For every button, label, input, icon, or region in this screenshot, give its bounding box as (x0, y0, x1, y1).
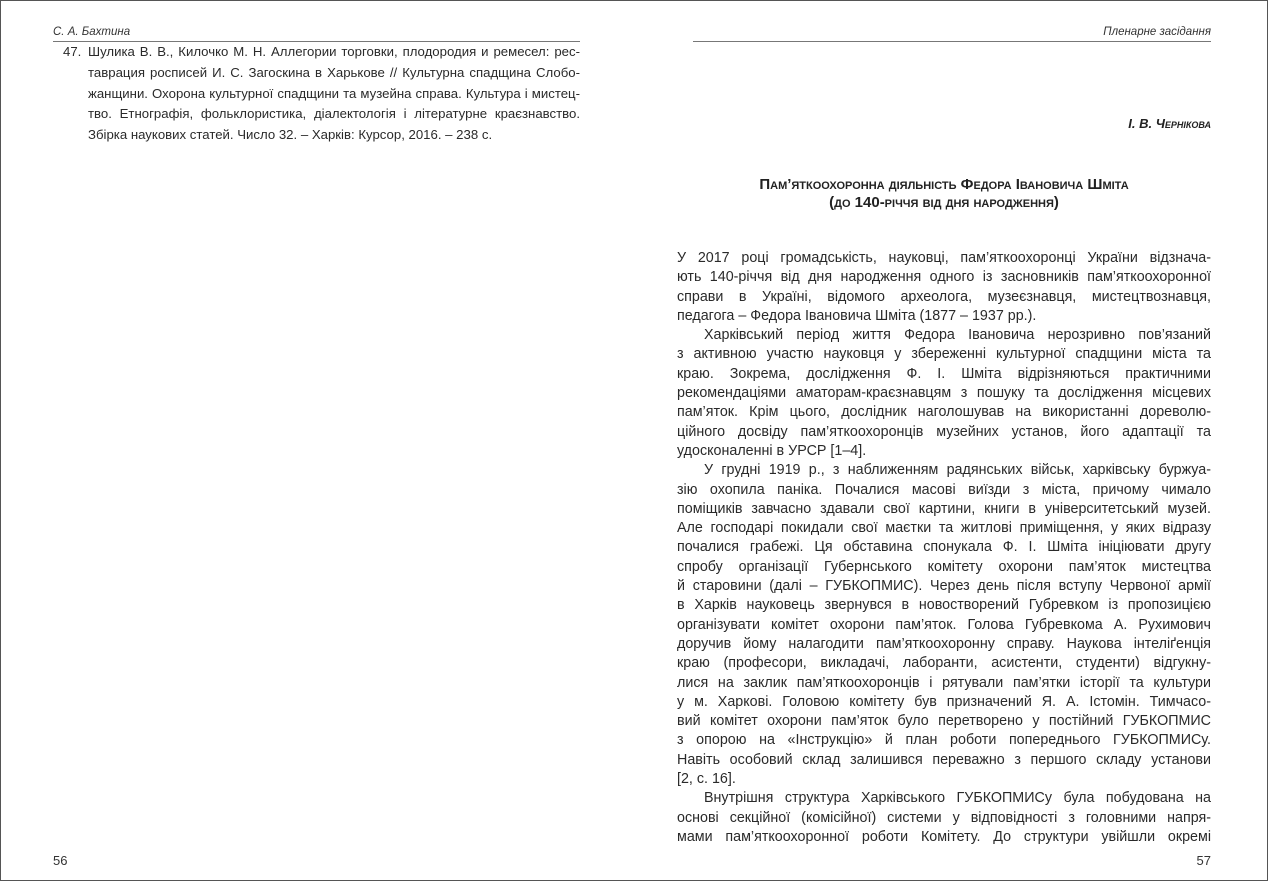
paragraph (677, 789, 1211, 847)
paragraph-line: основі секційної (комісійної) системи у відповідності з головними напря- (677, 809, 1211, 826)
paragraph-line: ційного досвіду пам’яткоохоронців музейних установ, його адаптації та (677, 423, 1211, 440)
left-page-number: 56 (53, 853, 68, 868)
paragraph-line: пам’яток. Крім цього, дослідник наголошував на використанні дореволю- (677, 404, 1211, 421)
reference-number: 47. (63, 44, 82, 59)
paragraph-line: Навіть особовий склад залишився переважно з першого складу установи (677, 751, 1211, 768)
paragraph-line: ють 140-річчя від дня народження одного із засновників пам’яткоохоронної (677, 269, 1211, 286)
left-running-head: С. А. Бахтина (53, 26, 131, 38)
paragraph-line: лися на заклик пам’яткоохоронців і рятували пам’ятки історії та культури (677, 674, 1211, 691)
right-running-head: Пленарне засідання (1103, 26, 1211, 38)
paragraph-line: поміщиків завчасно здавали свої картини, книги в університетський музей. (677, 500, 1211, 517)
paragraph-line: Внутрішня структура Харківського ГУБКОПМИСу була побудована на (704, 790, 1211, 807)
paragraph-line: У 2017 році громадськість, науковці, пам’яткоохоронці України відзнача- (677, 250, 1211, 266)
article-title (677, 176, 1211, 212)
paragraph-line: краю. Зокрема, дослідження Ф. І. Шміта відрізняються практичними (677, 365, 1211, 382)
article-body (677, 249, 1211, 847)
paragraph-line: й старовини (далі – ГУБКОПМИС). Через день після вступу Червоної армії (677, 578, 1211, 595)
paragraph-line: рекомендаціями аматорам-краєзнавцям з пошуку та дослідження місцевих (677, 385, 1211, 402)
article-author: І. В. Чернікова (1128, 116, 1211, 131)
paragraph-line: удосконаленні в УРСР [1–4]. (677, 442, 867, 459)
paragraph-line: краю (професори, викладачі, лаборанти, асистенти, студенти) відгукну- (677, 655, 1211, 672)
reference-line: Шулика В. В., Килочко М. Н. Аллегории торговки, плодородия и ремесел: рес- (88, 44, 580, 59)
paragraph-line: [2, с. 16]. (677, 771, 736, 788)
right-page-number: 57 (1196, 853, 1211, 868)
paragraph-line: доручив йому налагодити пам’яткоохоронну справу. Наукова інтеліґенція (677, 635, 1211, 652)
reference-line: тво. Етнографія, фольклористика, діалектологія і літературне краєзнавство. (88, 106, 580, 122)
paragraph-line: спробу організації Губернського комітету охорони пам’яток мистецтва (677, 558, 1211, 575)
paragraph-line: У грудні 1919 р., з наближенням радянських військ, харківську буржуа- (704, 462, 1211, 479)
reference-line: таврация росписей И. С. Загоскина в Харькове // Культурна спадщина Слобо- (88, 64, 580, 80)
reference-text (88, 42, 580, 146)
reference-line: жанщини. Охорона культурної спадщини та музейна справа. Культура і мистец- (88, 85, 580, 101)
paragraph-line: організувати комітет охорони пам’яток. Голова Губревкома А. Рухимович (677, 616, 1211, 633)
paragraph-line: з активною участю науковця у збереженні культурної спадщини міста та (677, 346, 1211, 363)
paragraph (677, 461, 1211, 789)
paragraph-line: з опорою на «Інструкцію» й план роботи попереднього ГУБКОПМИСу. (677, 732, 1211, 749)
reference-line: Збірка наукових статей. Число 32. – Харків: Курсор, 2016. – 238 с. (88, 127, 493, 143)
article-title-line-2: (до 140-річчя від дня народження) (829, 194, 1059, 211)
paragraph-line: почалися грабежі. Ця обставина спонукала Ф. І. Шміта ініціювати другу (677, 539, 1211, 556)
paragraph-line: зію охопила паніка. Почалися масові виїзди з міста, причому чимало (677, 481, 1211, 498)
paragraph-line: Харківський період життя Федора Івановича нерозривно пов’язаний (704, 327, 1211, 344)
paragraph-line: в Харків науковець звернувся в новостворений Губревком із пропозицією (677, 597, 1211, 614)
paragraph-line: справи в Україні, відомого археолога, музеєзнавця, мистецтвознавця, (677, 288, 1211, 305)
right-header-rule (693, 41, 1211, 42)
article-title-line-1: Пам’яткоохоронна діяльність Федора Івановича Шміта (759, 176, 1129, 193)
paragraph-line: у м. Харкові. Головою комітету був призначений Я. А. Істомін. Тимчасо- (677, 693, 1211, 710)
paragraph-line: вий комітет охорони пам’яток було перетворено у постійний ГУБКОПМИС (677, 713, 1211, 730)
paragraph-line: мами пам’яткоохоронної роботи Комітету. До структури увійшли окремі (677, 828, 1211, 845)
paragraph (677, 249, 1211, 326)
paragraph-line: Але господарі покидали свої маєтки та житлові приміщення, у яких відразу (677, 520, 1211, 537)
paragraph-line: педагога – Федора Івановича Шміта (1877 – 1937 рр.). (677, 307, 1037, 324)
paragraph (677, 326, 1211, 461)
